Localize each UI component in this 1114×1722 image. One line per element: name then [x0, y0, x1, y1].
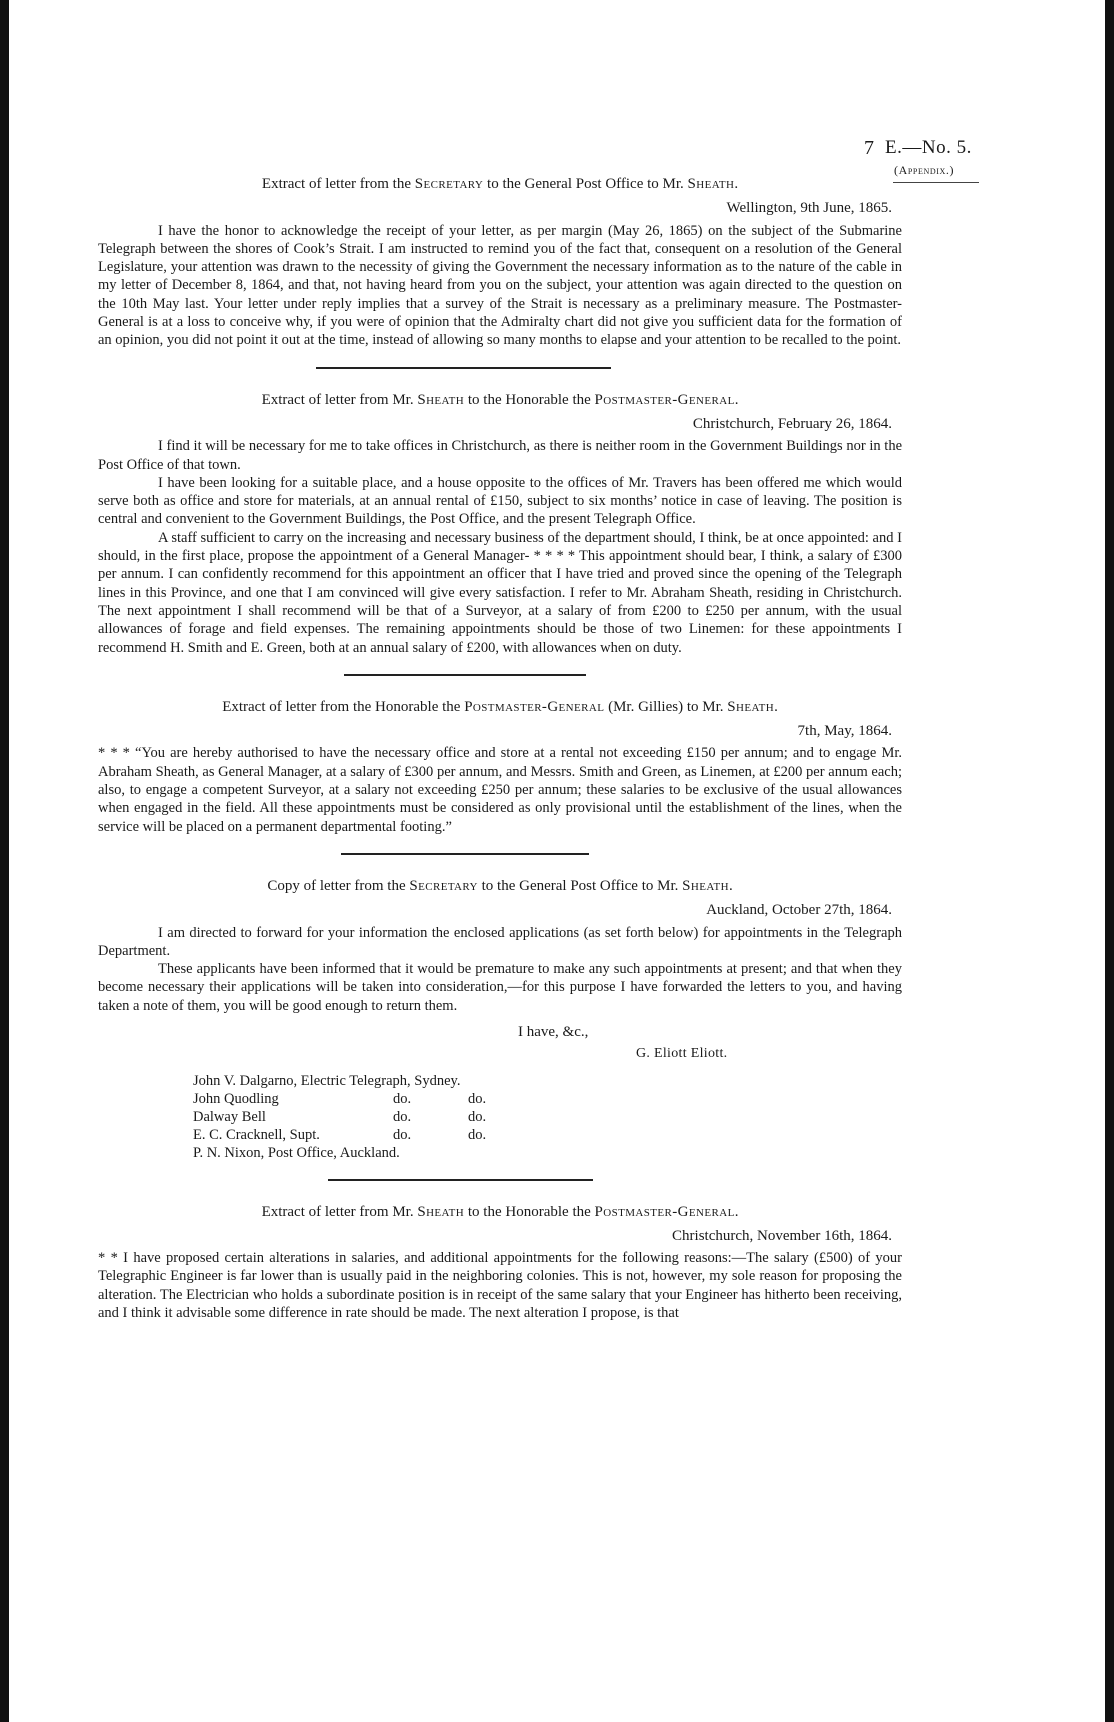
applicant-row [193, 1126, 486, 1144]
applicants-list [193, 1072, 486, 1162]
letter-paragraph: * * * “You are hereby authorised to have the necessary office and store at a rental not exceeding £150 per annum; and to engage Mr. Abraham Sheath, as General Manager, at a salary of £300 per annum, and Messrs. Smith and Green, as Linemen, at £200 per annum each; also, to engage a competent Surveyor, at a salary not exceeding £250 per annum; these salaries to be exclusive of the usual allowances when engaged in the field. All these appointments must be considered as only provisional until the establishment of the lines, when the service will be placed on a permanent departmental footing.” [98, 745, 902, 835]
letter-extract-3 [98, 698, 902, 836]
applicant-row [193, 1072, 486, 1090]
letter-dateline: Auckland, October 27th, 1864. [706, 902, 892, 919]
scan-border-right [1105, 0, 1114, 1722]
appendix-underline [893, 182, 979, 183]
appendix-label: (Appendix.) [894, 163, 955, 177]
applicant-name: John Quodling [193, 1090, 279, 1107]
applicant-row [193, 1144, 486, 1162]
letter-extract-5 [98, 1203, 902, 1323]
applicant-name: John V. Dalgarno, Electric Telegraph, Sydney. [193, 1072, 461, 1089]
applicant-ditto: do. [468, 1090, 487, 1107]
letter-dateline: 7th, May, 1864. [797, 723, 892, 740]
letter-paragraph: I have been looking for a suitable place, and a house opposite to the offices of Mr. Travers has been offered me which would serve both as office and store for materials, at an annual rental of £150, subject to six months’ notice in case of leaving. The position is central and convenient to the Government Buildings, the Post Office, and the present Telegraph Office. [98, 474, 902, 528]
document-code: E.—No. 5. [885, 137, 972, 158]
applicant-ditto: do. [468, 1108, 487, 1125]
letter-dateline: Christchurch, November 16th, 1864. [672, 1227, 892, 1244]
page-number: 7 [864, 137, 874, 159]
letter-dateline: Christchurch, February 26, 1864. [692, 415, 892, 432]
section-divider [316, 367, 611, 369]
letter-paragraph: * * I have proposed certain alterations in salaries, and additional appointments for the following reasons:—The salary (£500) of your Telegraphic Engineer is far lower than is usually paid in the neighboring colonies. This is not, however, my sole reason for proposing the alteration. The Electrician who holds a subordinate position is in receipt of the same salary that your Engineer has hitherto been receiving, and I think it advisable some difference in rate should be made. The next alteration I propose, is that [98, 1250, 902, 1322]
section-divider [341, 853, 589, 855]
applicant-name: P. N. Nixon, Post Office, Auckland. [193, 1144, 400, 1161]
letter-paragraph: I have the honor to acknowledge the receipt of your letter, as per margin (May 26, 1865) on the subject of the Submarine Telegraph between the shores of Cook’s Strait. I am instructed to remind you of the fact that, consequent on a resolution of the General Legislature, your attention was drawn to the necessity of giving the Government the necessary information as to the nature of the cable in my letter of December 8, 1864, and that, not having heard from you on the subject, your attention was again directed to the question on the 10th May last. Your letter under reply implies that a survey of the Strait is necessary as a preliminary measure. The Postmaster-General is at a loss to conceive why, if you were of opinion that the Admiralty chart did not give you sufficient data for the formation of an opinion, you did not point it out at the time, instead of allowing so many months to elapse and your attention to be recalled to the point. [98, 222, 902, 349]
applicant-name: E. C. Cracknell, Supt. [193, 1126, 320, 1143]
letter-heading: Copy of letter from the Secretary to the General Post Office to Mr. Sheath. [267, 877, 733, 894]
section-divider [344, 674, 586, 676]
letter-heading: Extract of letter from Mr. Sheath to the Honorable the Postmaster-General. [261, 391, 739, 408]
letter-paragraph: These applicants have been informed that it would be premature to make any such appointments at present; and that when they become necessary their applications will be taken into consideration,—for this purpose I have forwarded the letters to you, and having taken a note of them, you will be good enough to return them. [98, 961, 902, 1014]
applicant-row [193, 1090, 486, 1108]
letter-extract-1 [98, 175, 902, 350]
letter-heading: Extract of letter from the Secretary to the General Post Office to Mr. Sheath. [261, 176, 739, 192]
letter-dateline: Wellington, 9th June, 1865. [726, 200, 892, 217]
letter-heading: Extract of letter from the Honorable the Postmaster-General (Mr. Gillies) to Mr. Sheath. [222, 698, 778, 715]
applicant-ditto: do. [468, 1126, 487, 1143]
letter-paragraph: I find it will be necessary for me to take offices in Christchurch, as there is neither room in the Government Buildings nor in the Post Office of that town. [98, 438, 902, 473]
letter-extract-2 [98, 391, 902, 657]
scan-border-left [0, 0, 9, 1722]
letter-extract-4 [98, 877, 902, 1162]
letter-paragraph: I am directed to forward for your information the enclosed applications (as set forth below) for appointments in the Telegraph Department. [98, 924, 902, 959]
applicant-name: Dalway Bell [193, 1108, 266, 1125]
letter-paragraph: A staff sufficient to carry on the increasing and necessary business of the department should, I think, be at once appointed: and I should, in the first place, propose the appointment of a General Manager- * * * * This appointment should bear, I think, a salary of £300 per annum. I can confidently recommend for this appointment an officer that I have tried and proved since the opening of the Telegraph lines in this Province, and one that I am convinced will give every satisfaction. I refer to Mr. Abraham Sheath, residing in Christchurch. The next appointment I shall recommend will be that of a Surveyor, at a salary of from £200 to £250 per annum, with the usual allowances of forage and field expenses. The remaining appointments should be those of two Linemen: for these appointments I recommend H. Smith and E. Green, both at an annual salary of £200, with allowances when on duty. [98, 529, 902, 656]
letter-signoff: I have, &c., [518, 1023, 589, 1040]
section-divider [328, 1179, 593, 1181]
document-body [98, 175, 902, 1322]
applicant-ditto: do. [393, 1090, 412, 1107]
applicant-row [193, 1108, 486, 1126]
applicant-ditto: do. [393, 1126, 412, 1143]
applicant-ditto: do. [393, 1108, 412, 1125]
letter-heading: Extract of letter from Mr. Sheath to the Honorable the Postmaster-General. [261, 1203, 739, 1220]
letter-signature: G. Eliott Eliott. [636, 1046, 728, 1062]
